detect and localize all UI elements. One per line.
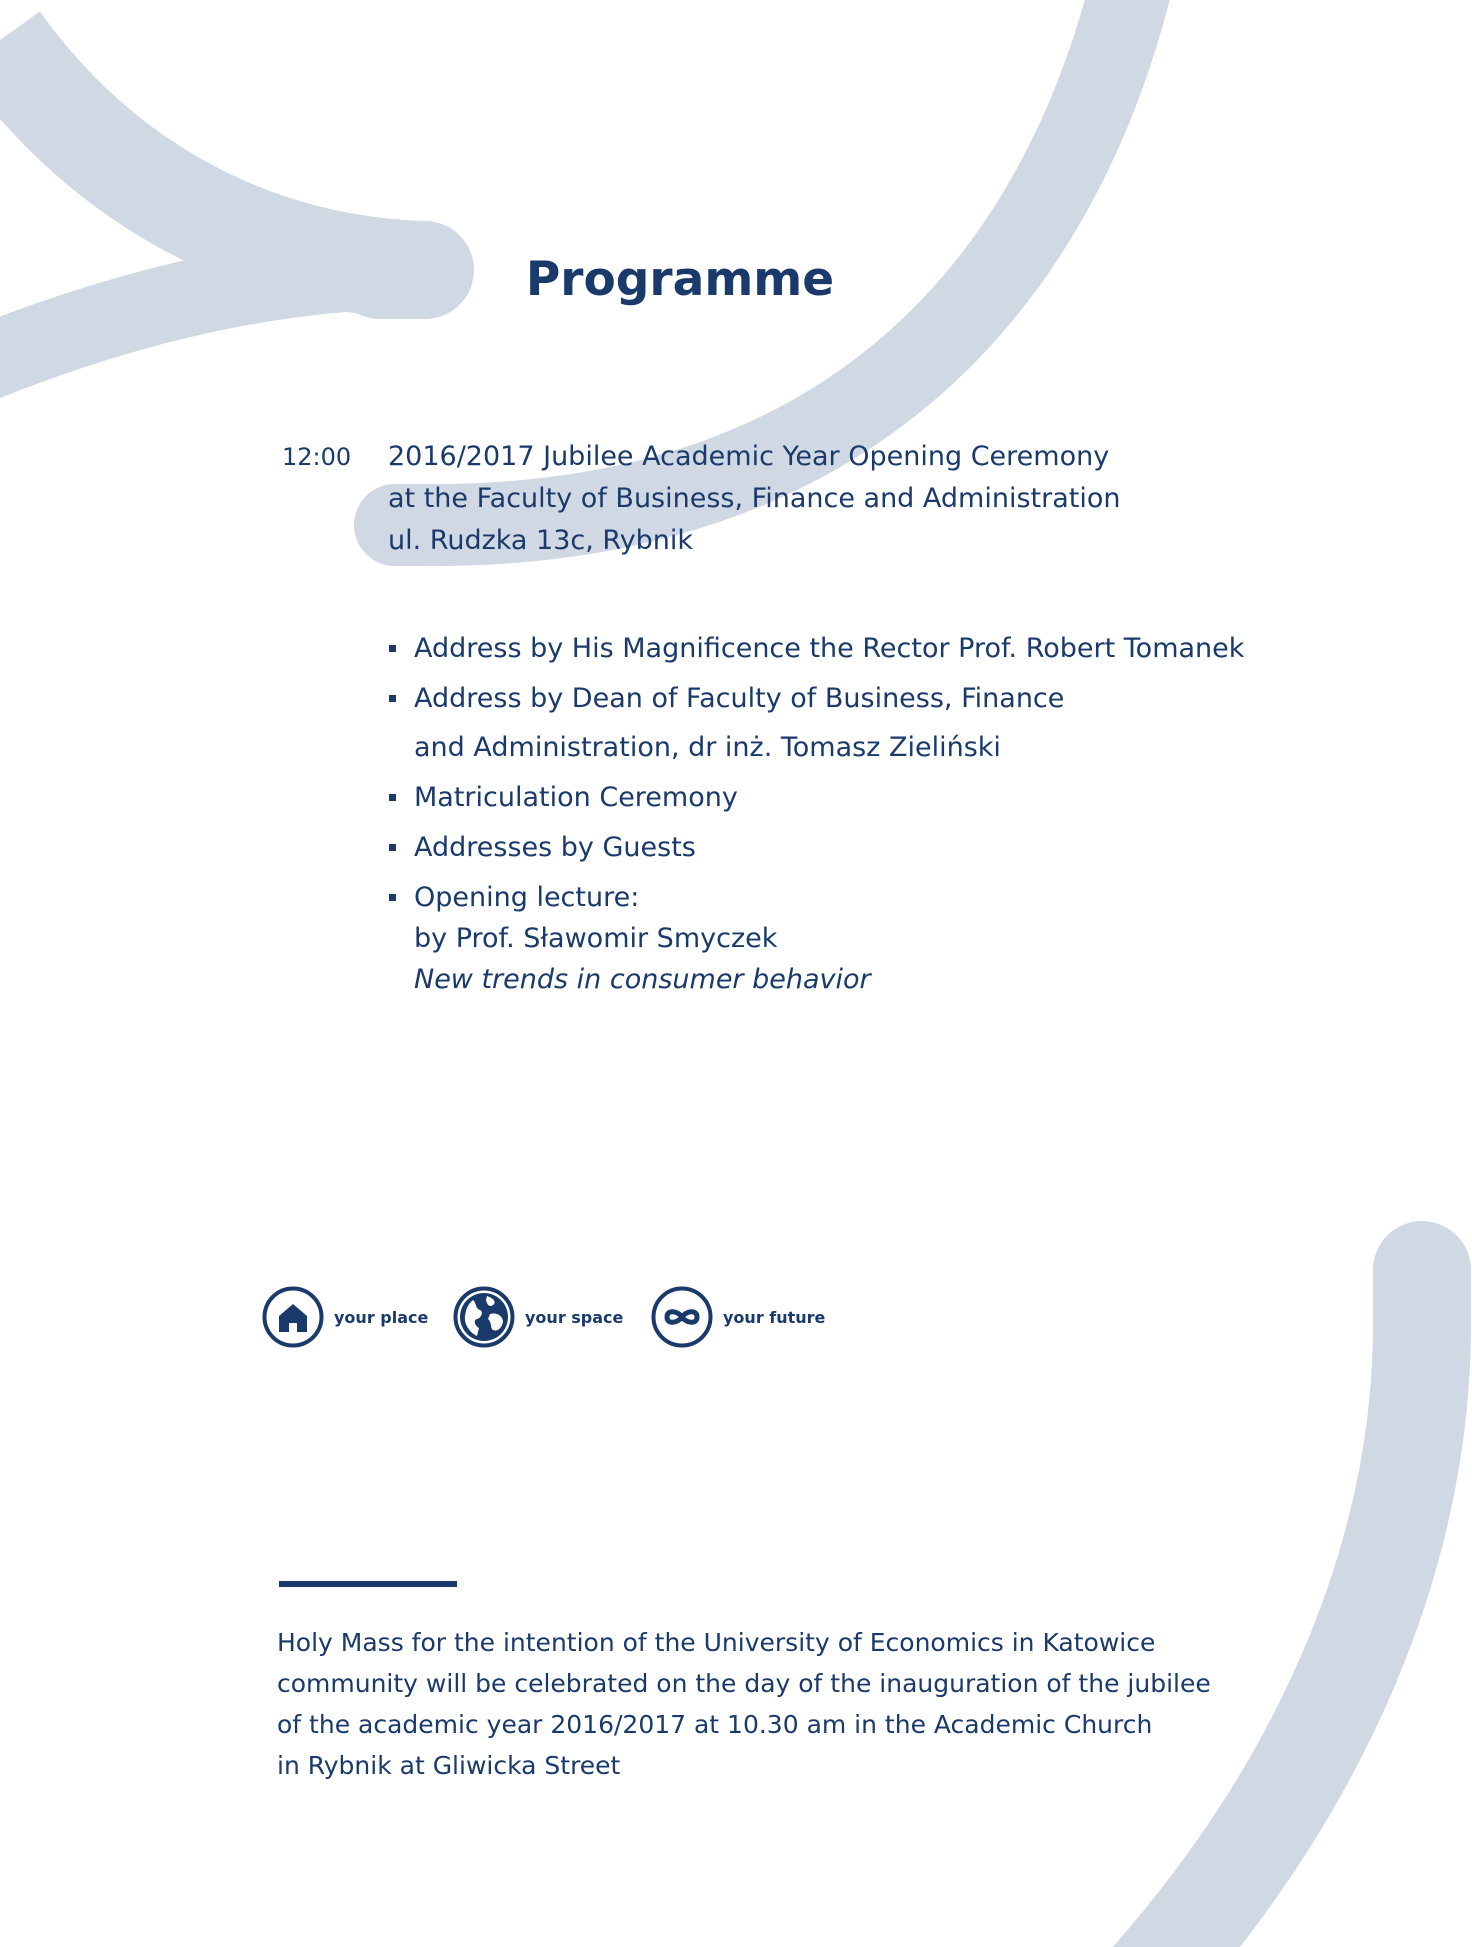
globe-icon [453, 1286, 515, 1348]
agenda-item [386, 877, 1244, 1000]
agenda-list [386, 628, 1244, 1009]
slogan-label: your place [334, 1307, 429, 1327]
agenda-item [386, 827, 1244, 868]
slogan-your-place [262, 1286, 428, 1348]
agenda-line: by Prof. Sławomir Smyczek [414, 923, 778, 954]
holy-mass-note [277, 1622, 1277, 1786]
event-time: 12:00 [282, 443, 352, 471]
event-line: ul. Rudzka 13c, Rybnik [388, 525, 694, 556]
infinity-icon [651, 1286, 713, 1348]
slogan-your-future [651, 1286, 825, 1348]
slogan-row [262, 1286, 962, 1348]
agenda-line: Address by Dean of Faculty of Business, Finance [414, 683, 1065, 714]
agenda-line: and Administration, dr inż. Tomasz Zieliński [414, 732, 1001, 763]
house-icon [262, 1286, 324, 1348]
note-line: of the academic year 2016/2017 at 10.30 am in the Academic Church [277, 1710, 1153, 1739]
slogan-your-space [453, 1286, 623, 1348]
note-line: in Rybnik at Gliwicka Street [277, 1751, 621, 1780]
note-line: community will be celebrated on the day of the inauguration of the jubilee [277, 1669, 1211, 1698]
event-line: at the Faculty of Business, Finance and Administration [388, 483, 1121, 514]
note-line: Holy Mass for the intention of the University of Economics in Katowice [277, 1628, 1156, 1657]
agenda-line: Matriculation Ceremony [414, 782, 738, 813]
slogan-label: your space [525, 1307, 624, 1327]
agenda-item [386, 777, 1244, 818]
agenda-item [386, 678, 1244, 768]
lecture-title: New trends in consumer behavior [414, 964, 871, 995]
slogan-label: your future [723, 1307, 826, 1327]
agenda-line: Addresses by Guests [414, 832, 696, 863]
agenda-item [386, 628, 1244, 669]
agenda-line: Address by His Magnificence the Rector Prof. Robert Tomanek [414, 633, 1245, 664]
event-line: 2016/2017 Jubilee Academic Year Opening Ceremony [388, 441, 1110, 472]
section-divider [279, 1581, 457, 1587]
agenda-line: Opening lecture: [414, 882, 640, 913]
page-title: Programme [525, 252, 835, 307]
event-description [388, 436, 1120, 562]
